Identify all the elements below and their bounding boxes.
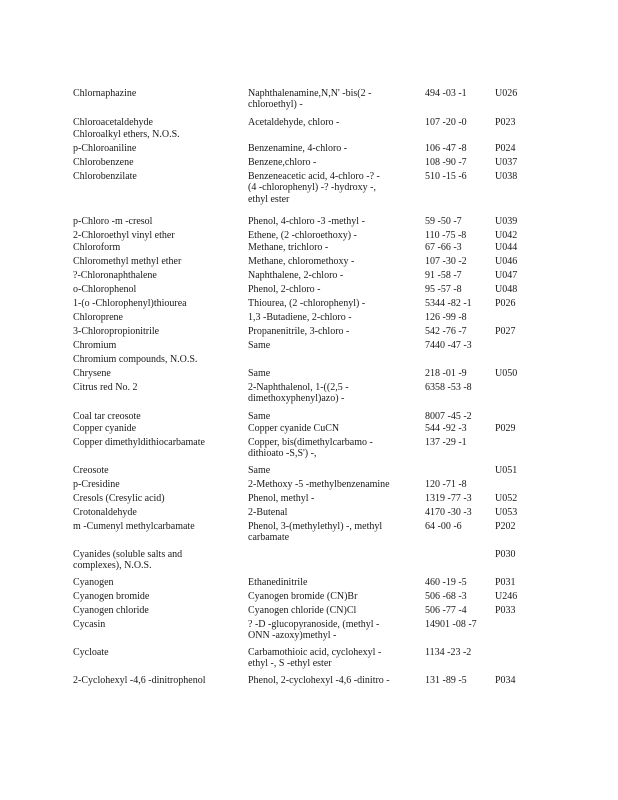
cas-number: 108 -90 -7 (425, 157, 467, 168)
waste-code: P202 (495, 521, 516, 532)
chemical-synonym (248, 256, 416, 267)
waste-code: U044 (495, 242, 518, 253)
chemical-name-line: Copper cyanide (73, 423, 137, 434)
chemical-name-line: Copper dimethyldithiocarbamate (73, 437, 205, 448)
chemical-synonym (248, 411, 416, 422)
waste-code: U039 (495, 216, 518, 227)
chemical-name (73, 256, 239, 267)
waste-code: U050 (495, 368, 518, 379)
chemical-synonym-line: Phenol, methyl - (248, 493, 315, 504)
chemical-name-line: Chromium (73, 340, 117, 351)
cas-number: 137 -29 -1 (425, 437, 467, 448)
waste-code: U053 (495, 507, 518, 518)
waste-code: U026 (495, 88, 518, 99)
chemical-synonym (248, 117, 416, 128)
chemical-synonym (248, 284, 416, 295)
cas-number: 95 -57 -8 (425, 284, 462, 295)
chemical-synonym-line: Same (248, 368, 271, 379)
chemical-synonym-line: 1,3 -Butadiene, 2-chloro - (248, 312, 352, 323)
chemical-name (73, 549, 239, 572)
cas-number: 110 -75 -8 (425, 230, 467, 241)
waste-code: P026 (495, 298, 516, 309)
chemical-name-line: 1-(o -Chlorophenyl)thiourea (73, 298, 187, 309)
chemical-name (73, 437, 239, 448)
chemical-synonym (248, 171, 416, 205)
chemical-name (73, 230, 239, 241)
chemical-name (73, 242, 239, 253)
waste-code: P024 (495, 143, 516, 154)
chemical-name (73, 591, 239, 602)
chemical-name (73, 157, 239, 168)
chemical-name-line: o-Chlorophenol (73, 284, 137, 295)
cas-number: 506 -77 -4 (425, 605, 467, 616)
cas-number: 1134 -23 -2 (425, 647, 472, 658)
chemical-synonym-line: 2-Methoxy -5 -methylbenzenamine (248, 479, 390, 490)
waste-code: P033 (495, 605, 516, 616)
chemical-synonym-line: carbamate (248, 532, 290, 544)
cas-number: 59 -50 -7 (425, 216, 462, 227)
chemical-synonym (248, 88, 416, 111)
cas-number: 4170 -30 -3 (425, 507, 472, 518)
chemical-name (73, 216, 239, 227)
chemical-name (73, 675, 239, 686)
cas-number: 7440 -47 -3 (425, 340, 472, 351)
cas-number: 107 -20 -0 (425, 117, 467, 128)
waste-code: P034 (495, 675, 516, 686)
chemical-name-line: Chlorobenzilate (73, 171, 137, 182)
waste-code: U047 (495, 270, 518, 281)
chemical-name (73, 647, 239, 658)
waste-code: U048 (495, 284, 518, 295)
chemical-name (73, 382, 239, 393)
chemical-name-line: Cycloate (73, 647, 109, 658)
chemical-synonym-line: Cyanogen bromide (CN)Br (248, 591, 358, 602)
cas-number: 126 -99 -8 (425, 312, 467, 323)
chemical-synonym-line: Carbamothioic acid, cyclohexyl - (248, 647, 382, 658)
cas-number: 460 -19 -5 (425, 577, 467, 588)
chemical-name (73, 411, 239, 422)
cas-number: 1319 -77 -3 (425, 493, 472, 504)
chemical-synonym-line: Phenol, 3-(methylethyl) -, methyl (248, 521, 383, 532)
chemical-synonym-line: Benzene,chloro - (248, 157, 317, 168)
chemical-synonym-line: Naphthalenamine,N,N' -bis(2 - (248, 88, 372, 99)
chemical-synonym-line: Phenol, 4-chloro -3 -methyl - (248, 216, 365, 227)
chemical-synonym-line: chloroethyl) - (248, 99, 303, 111)
waste-code: P030 (495, 549, 516, 560)
chemical-synonym-line: ONN -azoxy)methyl - (248, 630, 337, 642)
chemical-name (73, 577, 239, 588)
chemical-synonym-line: Acetaldehyde, chloro - (248, 117, 340, 128)
chemical-synonym (248, 647, 416, 670)
chemical-name-line: Chloromethyl methyl ether (73, 256, 182, 267)
chemical-name-line: 3-Chloropropionitrile (73, 326, 160, 337)
chemical-name-line: ?-Chloronaphthalene (73, 270, 157, 281)
chemical-name-line: Cyanogen chloride (73, 605, 149, 616)
chemical-name-line: m -Cumenyl methylcarbamate (73, 521, 195, 532)
chemical-name (73, 340, 239, 351)
chemical-name-line: Chloroalkyl ethers, N.O.S. (73, 129, 180, 140)
chemical-name-line: Coal tar creosote (73, 411, 141, 422)
waste-code: U246 (495, 591, 518, 602)
chemical-name (73, 354, 239, 365)
cas-number: 506 -68 -3 (425, 591, 467, 602)
chemical-name-line: p-Cresidine (73, 479, 120, 490)
chemical-synonym-line: (4 -chlorophenyl) -? -hydroxy -, (248, 182, 377, 194)
waste-code: U052 (495, 493, 518, 504)
chemical-name (73, 143, 239, 154)
chemical-name (73, 465, 239, 476)
chemical-synonym (248, 230, 416, 241)
chemical-name-line: Cyanides (soluble salts and (73, 549, 183, 560)
chemical-synonym-line: dimethoxyphenyl)azo) - (248, 393, 345, 405)
waste-code: P027 (495, 326, 516, 337)
chemical-synonym-line: ethyl ester (248, 193, 290, 205)
chemical-synonym (248, 465, 416, 476)
chemical-synonym-line: Same (248, 411, 271, 422)
chemical-synonym (248, 605, 416, 616)
chemical-synonym (248, 507, 416, 518)
chemical-name-line: complexes), N.O.S. (73, 560, 152, 572)
cas-number: 8007 -45 -2 (425, 411, 472, 422)
chemical-synonym (248, 368, 416, 379)
chemical-synonym (248, 521, 416, 544)
chemical-name (73, 312, 239, 323)
chemical-synonym (248, 157, 416, 168)
waste-code: P029 (495, 423, 516, 434)
cas-number: 91 -58 -7 (425, 270, 462, 281)
chemical-name-line: 2-Cyclohexyl -4,6 -dinitrophenol (73, 675, 206, 686)
waste-code: P031 (495, 577, 516, 588)
chemical-synonym-line: Phenol, 2-cyclohexyl -4,6 -dinitro - (248, 675, 390, 686)
cas-number: 494 -03 -1 (425, 88, 467, 99)
chemical-synonym (248, 340, 416, 351)
chemical-synonym-line: Methane, chloromethoxy - (248, 256, 355, 267)
chemical-synonym-line: Benzeneacetic acid, 4-chloro -? - (248, 171, 380, 182)
waste-code: U037 (495, 157, 518, 168)
chemical-synonym-line: Same (248, 465, 271, 476)
chemical-name-line: Cycasin (73, 619, 106, 630)
cas-number: 6358 -53 -8 (425, 382, 472, 393)
chemical-synonym (248, 143, 416, 154)
chemical-synonym (248, 242, 416, 253)
chemical-name-line: Creosote (73, 465, 109, 476)
chemical-name-line: Chloroprene (73, 312, 123, 323)
chemical-name-line: Chloroacetaldehyde (73, 117, 153, 128)
chemical-name (73, 284, 239, 295)
cas-number: 131 -89 -5 (425, 675, 467, 686)
chemical-synonym-line: Same (248, 340, 271, 351)
chemical-synonym-line: ? -D -glucopyranoside, (methyl - (248, 619, 380, 630)
chemical-synonym (248, 298, 416, 309)
chemical-synonym (248, 326, 416, 337)
waste-code: U051 (495, 465, 518, 476)
chemical-synonym-line: 2-Butenal (248, 507, 288, 518)
chemical-name (73, 368, 239, 379)
chemical-synonym-line: Propanenitrile, 3-chloro - (248, 326, 350, 337)
chemical-synonym-line: Copper, bis(dimethylcarbamo - (248, 437, 373, 448)
chemical-name (73, 479, 239, 490)
cas-number: 218 -01 -9 (425, 368, 467, 379)
chemical-name-line: p-Chloro -m -cresol (73, 216, 153, 227)
chemical-synonym (248, 312, 416, 323)
cas-number: 67 -66 -3 (425, 242, 462, 253)
chemical-synonym (248, 270, 416, 281)
chemical-name (73, 129, 239, 140)
chemical-name-line: 2-Chloroethyl vinyl ether (73, 230, 175, 241)
chemical-synonym-line: Naphthalene, 2-chloro - (248, 270, 344, 281)
cas-number: 5344 -82 -1 (425, 298, 472, 309)
cas-number: 510 -15 -6 (425, 171, 467, 182)
chemical-name-line: Chloroform (73, 242, 121, 253)
chemical-synonym-line: Ethene, (2 -chloroethoxy) - (248, 230, 357, 241)
chemical-name (73, 298, 239, 309)
chemical-name (73, 326, 239, 337)
chemical-name-line: Crotonaldehyde (73, 507, 137, 518)
chemical-synonym (248, 382, 416, 405)
chemical-synonym (248, 216, 416, 227)
chemical-name-line: Chrysene (73, 368, 111, 379)
waste-code: U042 (495, 230, 518, 241)
chemical-name-line: Cresols (Cresylic acid) (73, 493, 165, 504)
chemical-synonym (248, 577, 416, 588)
chemical-synonym (248, 479, 416, 490)
chemical-name (73, 423, 239, 434)
chemical-synonym-line: 2-Naphthalenol, 1-((2,5 - (248, 382, 349, 393)
chemical-synonym (248, 493, 416, 504)
waste-code: P023 (495, 117, 516, 128)
chemical-synonym (248, 619, 416, 642)
chemical-name (73, 619, 239, 630)
chemical-synonym-line: Benzenamine, 4-chloro - (248, 143, 348, 154)
chemical-synonym-line: Copper cyanide CuCN (248, 423, 340, 434)
chemical-synonym-line: Methane, trichloro - (248, 242, 329, 253)
cas-number: 106 -47 -8 (425, 143, 467, 154)
chemical-synonym-line: Thiourea, (2 -chlorophenyl) - (248, 298, 366, 309)
chemical-synonym (248, 675, 416, 686)
chemical-name-line: Citrus red No. 2 (73, 382, 138, 393)
cas-number: 542 -76 -7 (425, 326, 467, 337)
chemical-name (73, 117, 239, 128)
chemical-name-line: Chlornaphazine (73, 88, 137, 99)
chemical-synonym-line: ethyl -, S -ethyl ester (248, 658, 332, 670)
cas-number: 14901 -08 -7 (425, 619, 477, 630)
chemical-name (73, 171, 239, 182)
cas-number: 107 -30 -2 (425, 256, 467, 267)
chemical-name (73, 507, 239, 518)
chemical-name (73, 521, 239, 532)
chemical-name (73, 605, 239, 616)
cas-number: 544 -92 -3 (425, 423, 467, 434)
chemical-name-line: Chromium compounds, N.O.S. (73, 354, 198, 365)
cas-number: 120 -71 -8 (425, 479, 467, 490)
cas-number: 64 -00 -6 (425, 521, 462, 532)
chemical-synonym (248, 423, 416, 434)
chemical-name-line: Cyanogen (73, 577, 114, 588)
chemical-synonym (248, 591, 416, 602)
chemical-synonym-line: Cyanogen chloride (CN)Cl (248, 605, 357, 616)
chemical-name (73, 493, 239, 504)
chemical-synonym-line: Ethanedinitrile (248, 577, 308, 588)
chemical-synonym-line: Phenol, 2-chloro - (248, 284, 321, 295)
chemical-name-line: Chlorobenzene (73, 157, 134, 168)
chemical-name-line: Cyanogen bromide (73, 591, 150, 602)
chemical-name (73, 270, 239, 281)
waste-code: U046 (495, 256, 518, 267)
chemical-name (73, 88, 239, 99)
chemical-synonym-line: dithioato -S,S') -, (248, 448, 317, 460)
chemical-name-line: p-Chloroaniline (73, 143, 137, 154)
waste-code: U038 (495, 171, 518, 182)
chemical-synonym (248, 437, 416, 460)
